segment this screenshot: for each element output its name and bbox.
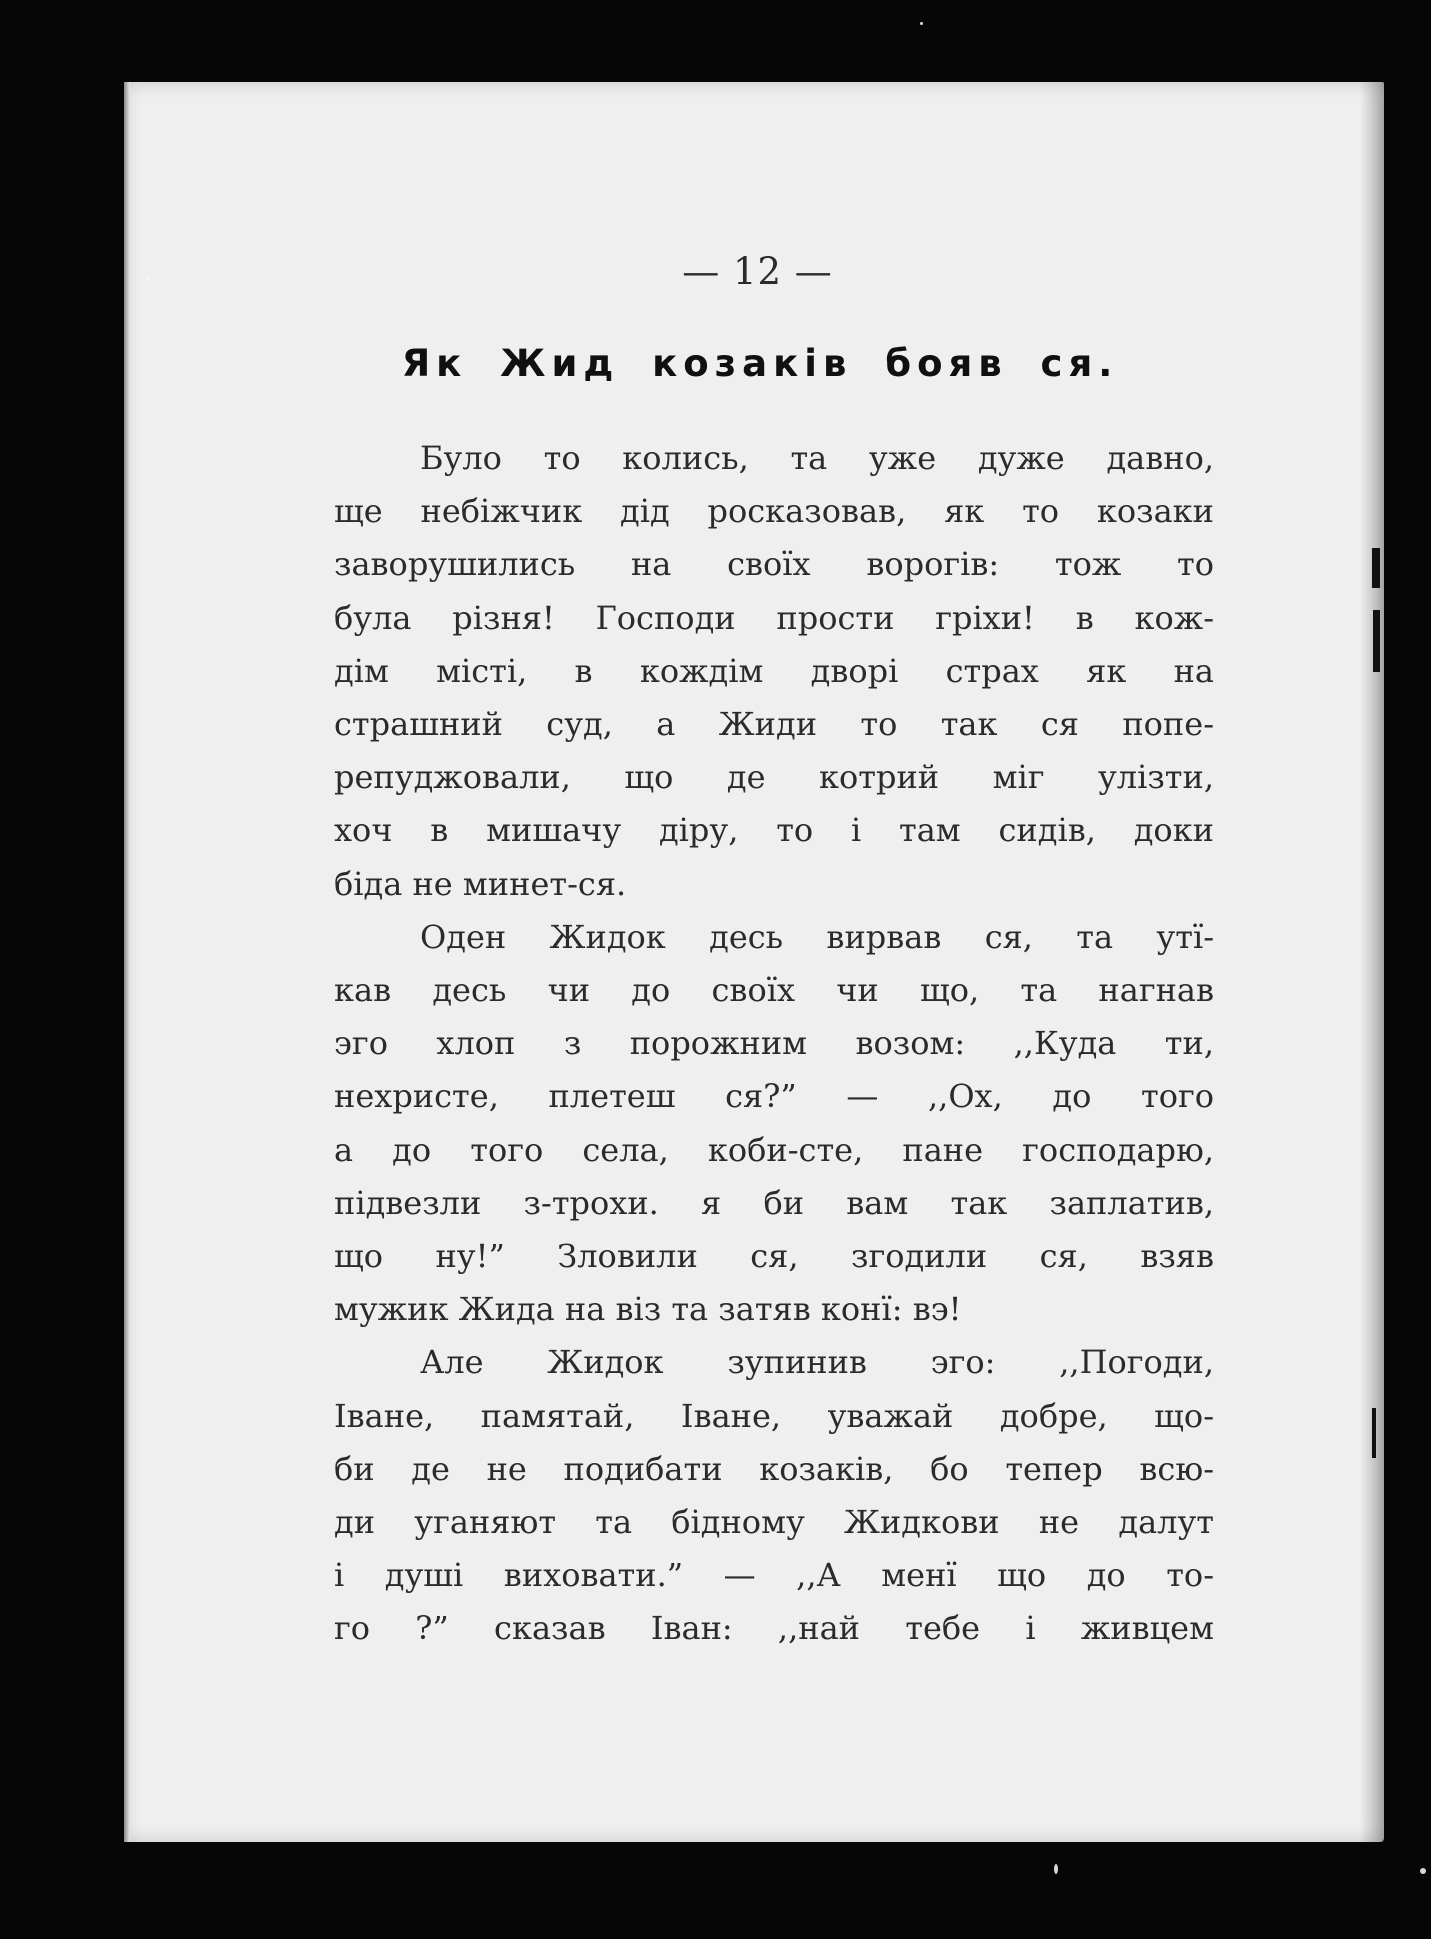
text-line: нехристе, плетеш ся?” — ,,Ох, до того — [334, 1077, 1214, 1116]
text-line: эго хлоп з порожним возом: ,,Куда ти, — [334, 1024, 1214, 1063]
text-line: хоч в мишачу діру, то і там сидів, доки — [334, 811, 1214, 850]
dust-speck — [920, 22, 923, 25]
dust-speck — [1054, 1864, 1058, 1874]
text-line: що ну!” Зловили ся, згодили ся, взяв — [334, 1237, 1214, 1276]
text-line: мужик Жида на віз та затяв конї: вэ! — [334, 1290, 962, 1329]
text-line: заворушились на своїх ворогів: тож то — [334, 545, 1214, 584]
text-line: а до того села, коби-сте, пане господарю, — [334, 1130, 1214, 1169]
story-text — [334, 432, 1214, 1656]
margin-mark — [1372, 1408, 1376, 1458]
text-line: ще небіжчик дід росказовав, як то козаки — [334, 492, 1214, 531]
text-line: Оден Жидок десь вирвав ся, та утї- — [420, 917, 1214, 956]
text-line: кав десь чи до своїх чи що, та нагнав — [334, 971, 1214, 1010]
story-title: Як Жид козаків бояв ся. — [401, 342, 1119, 385]
margin-mark — [1373, 610, 1380, 672]
text-line: підвезли з-трохи. я би вам так заплатив, — [334, 1183, 1214, 1222]
text-line: дім місті, в кождім дворі страх як на — [334, 651, 1214, 690]
text-line: і душі виховати.” — ,,А менї що до то- — [334, 1556, 1214, 1595]
dust-speck — [148, 278, 150, 280]
text-line: біда не минет-ся. — [334, 864, 627, 903]
text-line: ди уганяют та бідному Жидкови не далут — [334, 1503, 1214, 1542]
dust-speck — [1420, 1868, 1426, 1874]
text-line: страшний суд, а Жиди то так ся попе- — [334, 705, 1214, 744]
text-line: Але Жидок зупинив эго: ,,Погоди, — [420, 1343, 1214, 1382]
text-line: го ?” сказав Іван: ,,най тебе і живцем — [334, 1609, 1214, 1648]
text-line: репуджовали, що де котрий міг улізти, — [334, 758, 1214, 797]
text-line: Було то колись, та уже дуже давно, — [420, 439, 1214, 477]
text-line: Іване, памятай, Іване, уважай добре, що- — [334, 1396, 1214, 1435]
text-line: би де не подибати козаків, бо тепер всю- — [334, 1449, 1214, 1488]
text-line: була різня! Господи прости гріхи! в кож- — [334, 598, 1214, 637]
page-number: — 12 — — [682, 250, 833, 293]
margin-mark — [1372, 548, 1380, 588]
